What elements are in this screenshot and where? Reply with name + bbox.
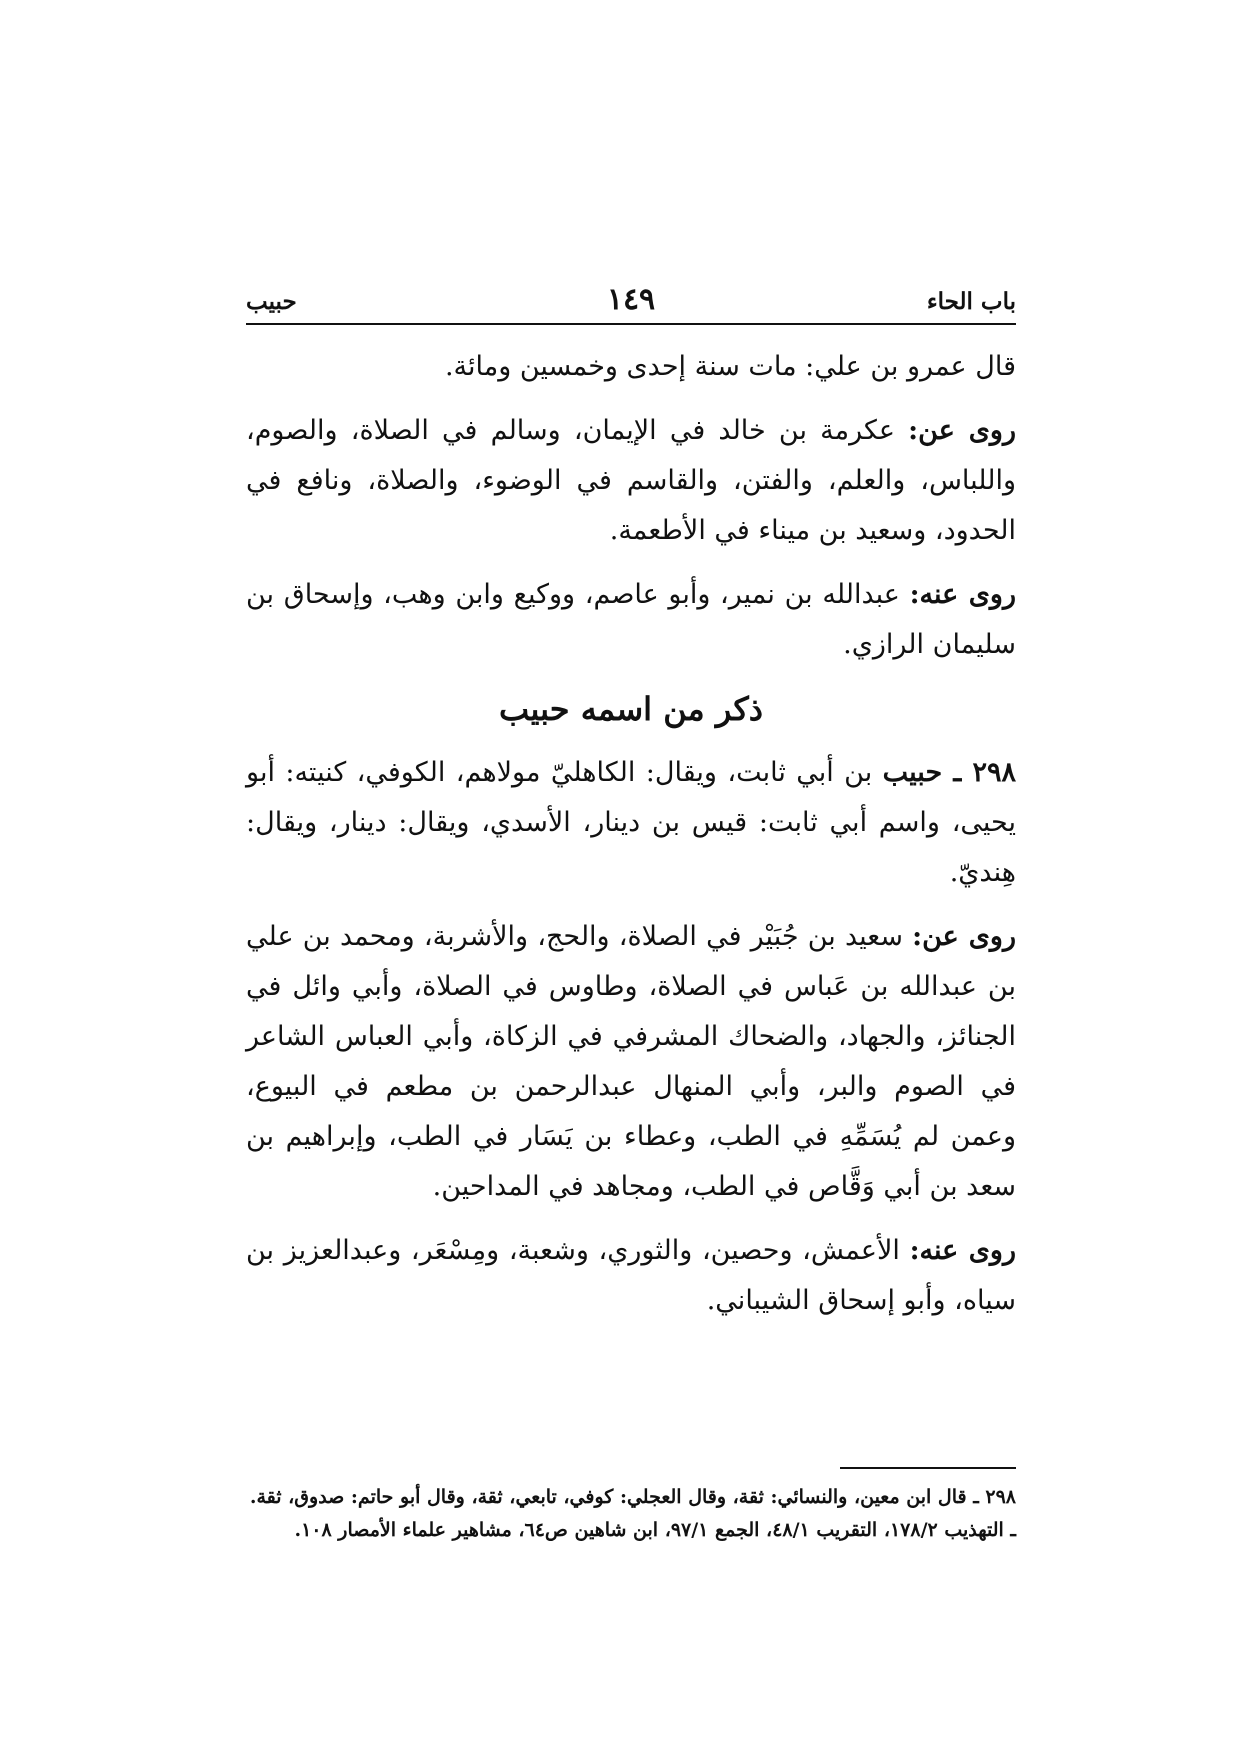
paragraph-text: الأعمش، وحصين، والثوري، وشعبة، ومِسْعَر، وعبدالعزيز بن سياه، وأبو إسحاق الشيباني. bbox=[246, 1235, 1016, 1316]
entry-number-name: ٢٩٨ ـ حبيب bbox=[882, 757, 1016, 788]
paragraph-text: سعيد بن جُبَيْر في الصلاة، والحج، والأشربة، ومحمد بن علي بن عبدالله بن عَباس في الصلاة، وطاوس في الصلاة، وأبي وائل في الجنائز، والجهاد، والضحاك المشرفي في الزكاة، وأبي العباس الشاعر في الصوم والبر، وأبي المنهال عبدالرحمن بن مطعم في البيوع، وعمن لم يُسَمِّهِ في الطب، وعطاء بن يَسَار في الطب، وإبراهيم بن سعد بن أبي وَقَّاص في الطب، ومجاهد في المداحين. bbox=[246, 921, 1016, 1202]
footnote-line-1: ٢٩٨ ـ قال ابن معين، والنسائي: ثقة، وقال العجلي: كوفي، تابعي، ثقة، وقال أبو حاتم: صدوق، ثقة. bbox=[249, 1486, 1016, 1508]
page-number: ١٤٩ bbox=[606, 282, 656, 317]
paragraph-narrated-by bbox=[246, 570, 1016, 670]
paragraph-lead: روى عنه: bbox=[909, 579, 1016, 610]
paragraph-narrated-from bbox=[246, 406, 1016, 556]
paragraph-text: عبدالله بن نمير، وأبو عاصم، ووكيع وابن وهب، وإسحاق بن سليمان الرازي. bbox=[246, 579, 1016, 660]
footnote-line-2: ـ التهذيب ١٧٨/٢، التقريب ٤٨/١، الجمع ٩٧/١، ابن شاهين ص٦٤، مشاهير علماء الأمصار ١٠٨. bbox=[294, 1519, 1016, 1541]
paragraph-lead: روى عنه: bbox=[909, 1235, 1016, 1266]
paragraph-entry-298 bbox=[246, 748, 1016, 898]
entry-name: حبيب bbox=[246, 288, 297, 315]
paragraph-text: بن أبي ثابت، ويقال: الكاهليّ مولاهم، الكوفي، كنيته: أبو يحيى، واسم أبي ثابت: قيس بن دينار، الأسدي، ويقال: دينار، ويقال: هِنديّ. bbox=[246, 757, 1016, 888]
paragraph-text: عكرمة بن خالد في الإيمان، وسالم في الصلاة، والصوم، واللباس، والعلم، والفتن، والقاسم في الوضوء، والصلاة، ونافع في الحدود، وسعيد بن ميناء في الأطعمة. bbox=[246, 415, 1016, 546]
section-heading: ذكر من اسمه حبيب bbox=[499, 690, 763, 728]
top-text-block bbox=[246, 342, 1016, 670]
paragraph-lead: روى عن: bbox=[912, 921, 1016, 952]
paragraph-lead: روى عن: bbox=[908, 415, 1017, 446]
paragraph-text: قال عمرو بن علي: مات سنة إحدى وخمسين ومائة. bbox=[444, 351, 1016, 382]
footnote bbox=[246, 1481, 1016, 1547]
footnote-rule bbox=[840, 1467, 1016, 1469]
header-rule bbox=[246, 323, 1016, 325]
paragraph-narrated-by bbox=[246, 1226, 1016, 1326]
entry-text-block bbox=[246, 748, 1016, 1326]
running-head bbox=[246, 282, 1016, 322]
paragraph-death-date bbox=[246, 342, 1016, 392]
paragraph-narrated-from bbox=[246, 912, 1016, 1212]
chapter-title: باب الحاء bbox=[926, 288, 1016, 315]
